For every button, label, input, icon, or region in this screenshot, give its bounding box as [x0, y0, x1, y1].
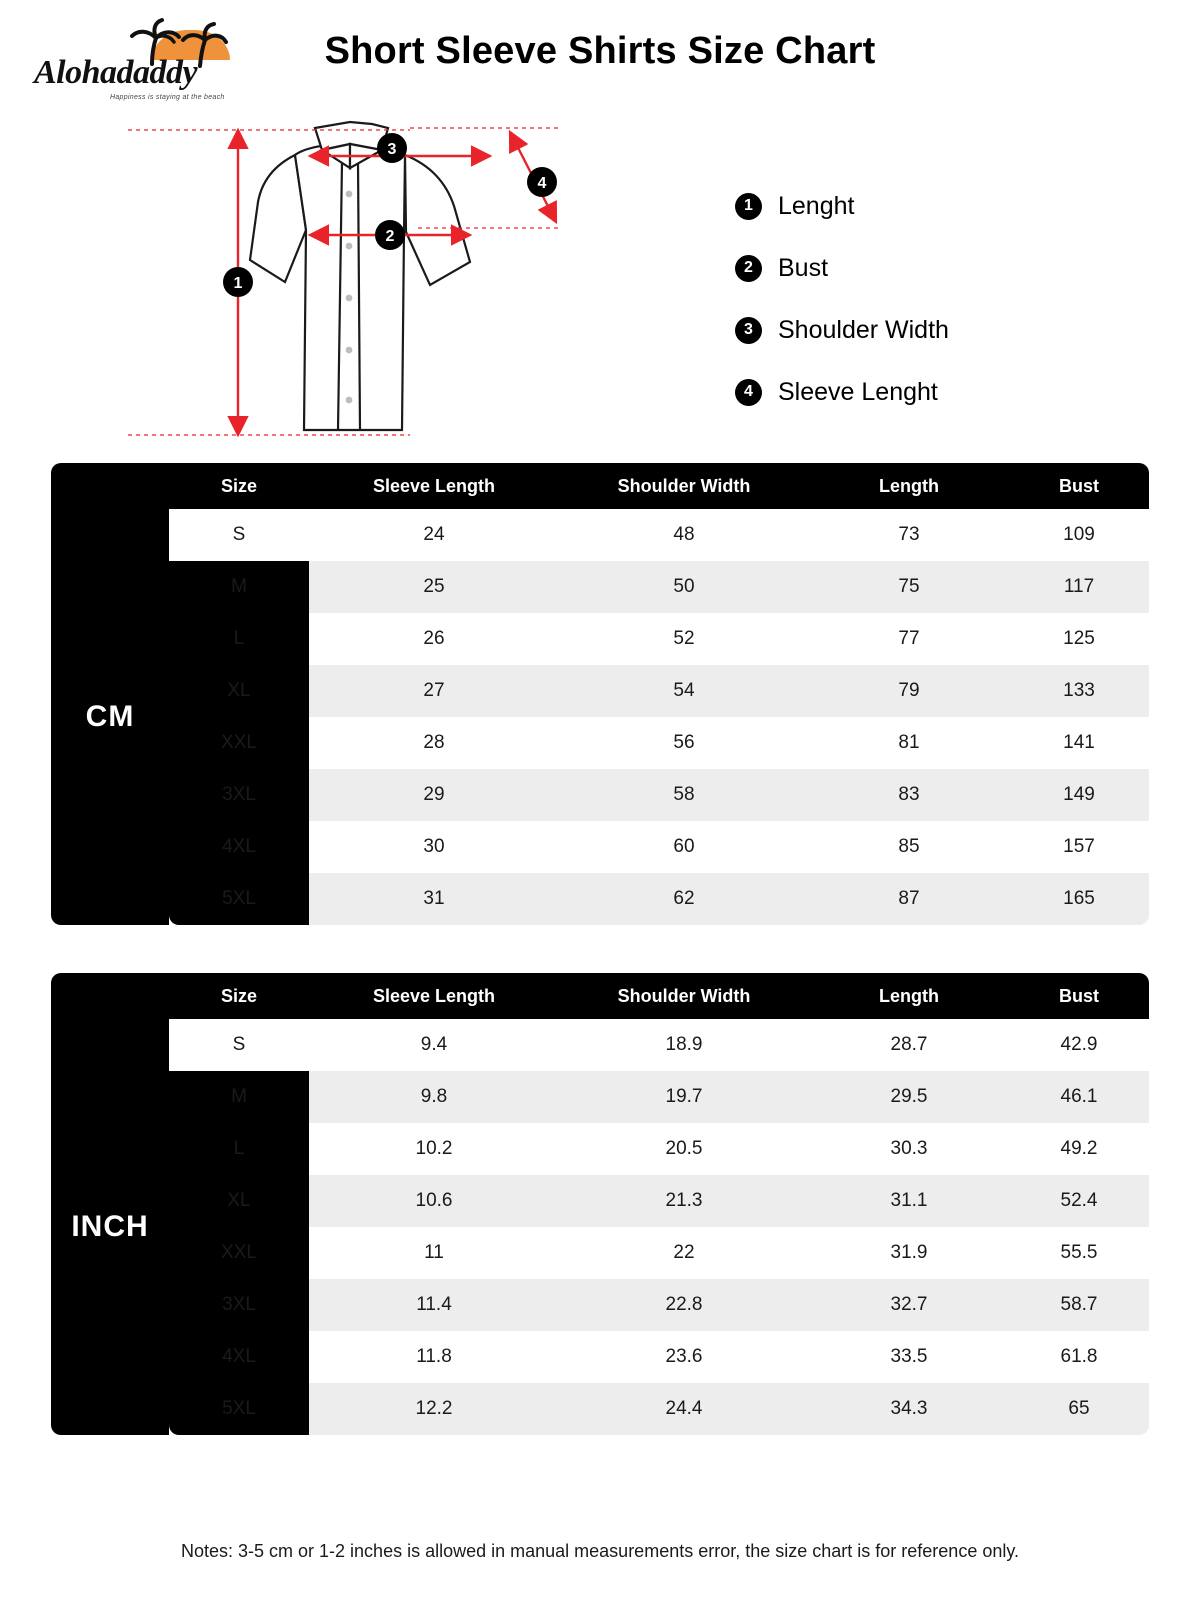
- cell-length: 77: [809, 613, 1009, 665]
- cell-shoulder: 21.3: [559, 1175, 809, 1227]
- legend-item-shoulder-width: [735, 299, 949, 361]
- cell-bust: 149: [1009, 769, 1149, 821]
- legend-label-3: Shoulder Width: [778, 315, 949, 344]
- brand-tagline: Happiness is staying at the beach: [110, 94, 225, 101]
- cell-bust: 49.2: [1009, 1123, 1149, 1175]
- cell-size: S: [169, 1019, 309, 1071]
- cell-length: 30.3: [809, 1123, 1009, 1175]
- svg-text:2: 2: [385, 228, 395, 245]
- unit-header-inch: [51, 973, 169, 1019]
- cell-sleeve: 28: [309, 717, 559, 769]
- cell-bust: 52.4: [1009, 1175, 1149, 1227]
- cell-shoulder: 56: [559, 717, 809, 769]
- shirt-illustration: [110, 110, 710, 455]
- cell-size: XL: [169, 1175, 309, 1227]
- cell-length: 81: [809, 717, 1009, 769]
- cell-shoulder: 22: [559, 1227, 809, 1279]
- cell-bust: 141: [1009, 717, 1149, 769]
- col-header-sleeve-length: Sleeve Length: [309, 973, 559, 1019]
- cell-size: XXL: [169, 1227, 309, 1279]
- measurement-diagram: [0, 110, 1200, 455]
- table-row: [51, 1175, 1149, 1227]
- cell-length: 79: [809, 665, 1009, 717]
- brand-name: Alohadaddy: [34, 54, 198, 91]
- table-header-row: [51, 973, 1149, 1019]
- cell-size: M: [169, 1071, 309, 1123]
- cell-size: 5XL: [169, 873, 309, 925]
- table-row: [51, 873, 1149, 925]
- cell-sleeve: 11.4: [309, 1279, 559, 1331]
- cell-size: 3XL: [169, 769, 309, 821]
- table-row: [51, 561, 1149, 613]
- cell-sleeve: 26: [309, 613, 559, 665]
- footer-notes: Notes: 3-5 cm or 1-2 inches is allowed in manual measurements error, the size chart is for reference only.: [180, 1541, 1020, 1561]
- cell-bust: 117: [1009, 561, 1149, 613]
- legend-label-2: Bust: [778, 253, 829, 282]
- cell-length: 34.3: [809, 1383, 1009, 1435]
- cell-shoulder: 20.5: [559, 1123, 809, 1175]
- cell-size: XL: [169, 665, 309, 717]
- cell-sleeve: 11.8: [309, 1331, 559, 1383]
- cell-sleeve: 30: [309, 821, 559, 873]
- col-header-sleeve-length: Sleeve Length: [309, 463, 559, 509]
- cell-shoulder: 22.8: [559, 1279, 809, 1331]
- table-row: [51, 1279, 1149, 1331]
- cell-length: 83: [809, 769, 1009, 821]
- cell-length: 73: [809, 509, 1009, 561]
- cell-size: L: [169, 613, 309, 665]
- table-row: [51, 665, 1149, 717]
- cell-length: 29.5: [809, 1071, 1009, 1123]
- cell-shoulder: 52: [559, 613, 809, 665]
- cell-bust: 46.1: [1009, 1071, 1149, 1123]
- cell-bust: 65: [1009, 1383, 1149, 1435]
- cell-length: 32.7: [809, 1279, 1009, 1331]
- col-header-bust: Bust: [1009, 973, 1149, 1019]
- cell-length: 31.9: [809, 1227, 1009, 1279]
- cell-size: XXL: [169, 717, 309, 769]
- cm-table-body: [51, 509, 1149, 925]
- legend-item-bust: [735, 237, 949, 299]
- cell-length: 31.1: [809, 1175, 1009, 1227]
- cell-length: 87: [809, 873, 1009, 925]
- cell-sleeve: 29: [309, 769, 559, 821]
- legend-label-4: Sleeve Lenght: [778, 377, 938, 406]
- col-header-bust: Bust: [1009, 463, 1149, 509]
- cell-shoulder: 62: [559, 873, 809, 925]
- table-row: [51, 769, 1149, 821]
- cell-sleeve: 27: [309, 665, 559, 717]
- cell-size: 4XL: [169, 1331, 309, 1383]
- table-row: [51, 717, 1149, 769]
- unit-header-cm: [51, 463, 169, 509]
- cell-shoulder: 50: [559, 561, 809, 613]
- table-row: [51, 1227, 1149, 1279]
- inch-size-table-wrap: [51, 973, 1149, 1435]
- cell-length: 28.7: [809, 1019, 1009, 1071]
- table-row: [51, 1071, 1149, 1123]
- svg-text:1: 1: [233, 275, 243, 292]
- inch-size-table: [51, 973, 1149, 1435]
- unit-cell-inch: INCH: [51, 1019, 169, 1435]
- col-header-shoulder-width: Shoulder Width: [559, 463, 809, 509]
- cell-shoulder: 58: [559, 769, 809, 821]
- legend-bullet-1: 1: [735, 193, 762, 220]
- table-row: [51, 1123, 1149, 1175]
- col-header-length: Length: [809, 973, 1009, 1019]
- cell-length: 85: [809, 821, 1009, 873]
- table-row: [51, 509, 1149, 561]
- cm-size-table: [51, 463, 1149, 925]
- legend-item-length: [735, 175, 949, 237]
- cell-sleeve: 10.6: [309, 1175, 559, 1227]
- cell-sleeve: 10.2: [309, 1123, 559, 1175]
- cell-size: 5XL: [169, 1383, 309, 1435]
- cell-sleeve: 31: [309, 873, 559, 925]
- cell-sleeve: 11: [309, 1227, 559, 1279]
- cell-bust: 109: [1009, 509, 1149, 561]
- cell-length: 75: [809, 561, 1009, 613]
- legend-bullet-2: 2: [735, 255, 762, 282]
- cell-sleeve: 9.4: [309, 1019, 559, 1071]
- cell-size: 3XL: [169, 1279, 309, 1331]
- inch-table-body: [51, 1019, 1149, 1435]
- cell-size: M: [169, 561, 309, 613]
- table-row: [51, 613, 1149, 665]
- col-header-shoulder-width: Shoulder Width: [559, 973, 809, 1019]
- cell-size: 4XL: [169, 821, 309, 873]
- col-header-size: Size: [169, 463, 309, 509]
- table-row: [51, 821, 1149, 873]
- cell-shoulder: 48: [559, 509, 809, 561]
- svg-text:4: 4: [537, 175, 547, 192]
- cell-bust: 55.5: [1009, 1227, 1149, 1279]
- legend-item-sleeve-length: [735, 361, 949, 423]
- cell-size: L: [169, 1123, 309, 1175]
- cell-sleeve: 9.8: [309, 1071, 559, 1123]
- cell-sleeve: 12.2: [309, 1383, 559, 1435]
- table-row: [51, 1383, 1149, 1435]
- table-row: [51, 1019, 1149, 1071]
- table-header-row: [51, 463, 1149, 509]
- cell-shoulder: 23.6: [559, 1331, 809, 1383]
- cm-size-table-wrap: [51, 463, 1149, 925]
- legend-label-1: Lenght: [778, 191, 855, 220]
- cell-bust: 125: [1009, 613, 1149, 665]
- col-header-size: Size: [169, 973, 309, 1019]
- cell-bust: 133: [1009, 665, 1149, 717]
- legend-bullet-3: 3: [735, 317, 762, 344]
- cell-shoulder: 60: [559, 821, 809, 873]
- cell-length: 33.5: [809, 1331, 1009, 1383]
- cell-bust: 61.8: [1009, 1331, 1149, 1383]
- col-header-length: Length: [809, 463, 1009, 509]
- cell-shoulder: 18.9: [559, 1019, 809, 1071]
- table-row: [51, 1331, 1149, 1383]
- cell-sleeve: 24: [309, 509, 559, 561]
- page-header: [0, 0, 1200, 110]
- page-title: Short Sleeve Shirts Size Chart: [324, 30, 876, 72]
- cell-shoulder: 19.7: [559, 1071, 809, 1123]
- cell-shoulder: 24.4: [559, 1383, 809, 1435]
- cell-shoulder: 54: [559, 665, 809, 717]
- cell-sleeve: 25: [309, 561, 559, 613]
- unit-cell-cm: CM: [51, 509, 169, 925]
- cell-bust: 165: [1009, 873, 1149, 925]
- legend-bullet-4: 4: [735, 379, 762, 406]
- measurement-legend: [735, 175, 949, 423]
- cell-bust: 42.9: [1009, 1019, 1149, 1071]
- svg-text:3: 3: [387, 141, 397, 158]
- cell-size: S: [169, 509, 309, 561]
- cell-bust: 157: [1009, 821, 1149, 873]
- cell-bust: 58.7: [1009, 1279, 1149, 1331]
